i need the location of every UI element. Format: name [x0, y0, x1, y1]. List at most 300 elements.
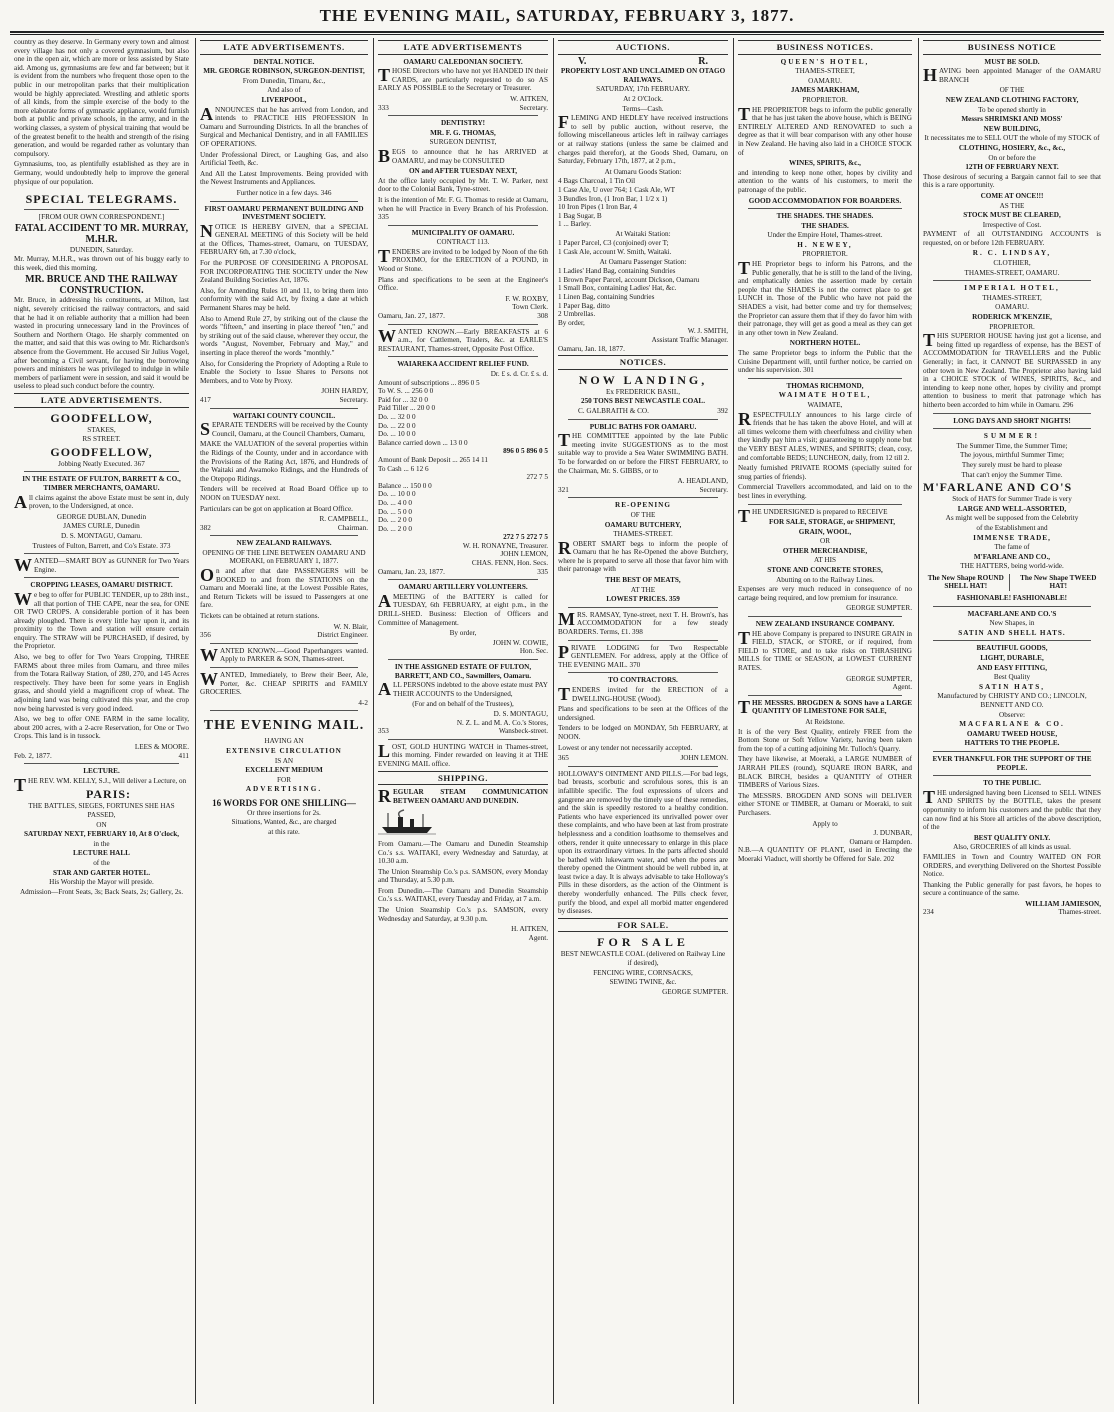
sumpter-line: AT HIS [813, 556, 837, 565]
waitaki-sign: R. CAMPBELL, [319, 515, 368, 524]
sumpter-line: STONE AND CONCRETE STORES, [767, 566, 883, 575]
divider [933, 428, 1091, 429]
lees-moore: LEES & MOORE. [134, 743, 189, 751]
brogden-place: Oamaru or Hampden. [849, 837, 912, 846]
fleming-item: 1 Small Box, containing Ladies' Hat, &c. [558, 284, 677, 293]
waitaki-sign-line [200, 524, 368, 533]
lecture-admission: Admission—Front Seats, 3s; Back Seats, 2s; Gallery, 2s. [19, 887, 184, 896]
lindsay-address: THAMES-STREET, OAMARU. [964, 268, 1060, 277]
shades-name: H. NEWEY, [797, 240, 853, 249]
contract-date: Oamaru, Jan. 27, 1877. [378, 312, 445, 321]
hatters-people: HATTERS TO THE PEOPLE. [964, 739, 1060, 748]
dental-and: And also of [267, 86, 301, 95]
evening-line: ADVERTISING. [245, 785, 323, 794]
divider [748, 616, 902, 617]
lecture-subject: THE BATTLES, SIEGES, FORTUNES SHE HAS PASSED, [28, 802, 175, 819]
fleming-item: 1 Case Ale, U over 764; 1 Cask Ale, WT [558, 185, 676, 194]
imperial-body-text: THIS SUPERIOR HOUSE having just got a license, and being fitted up regardless of expense, has the BEST of ACCOMMODATION for TRAVELLERS and the Public Generally; in fact, it CANNOT BE SURPASSED in any other town in New Zealand. The Proprietor also having laid in a CHOICE STOCK of WINES, SPIRITS, &c., and intending to keep none other, hopes by civility and prompt attention to business to merit that patronage which has hitherto been accorded to him while in Oamaru. [923, 330, 1101, 409]
waitaki-body: SEPARATE TENDERS will be received by the County Council, Oamaru, at the Council Chambers, Oamaru, [200, 419, 368, 440]
hats-line: LARGE AND WELL-ASSORTED, [957, 504, 1067, 513]
dental-body-2: Under Professional Direct, or Laughing Gas, and also Artificial Teeth, &c. [200, 150, 368, 168]
relief-line: Do. ... 32 0 0 [378, 412, 416, 421]
sale-sign: GEORGE SUMPTER. [662, 987, 728, 996]
smart-body: ROBERT SMART begs to inform the people of Oamaru that he has Re-Opened the above Butchery, where he is prepared to serve all those that favor him with their patronage with [558, 537, 728, 574]
estate-heading: IN THE ESTATE OF FULTON, BARRETT & CO., TIMBER MERCHANTS, OAMARU. [22, 475, 181, 492]
ad-number: 373 [159, 541, 171, 550]
macfarlane-heading: MACFARLANE AND CO.'S [967, 609, 1057, 618]
divider [210, 710, 358, 711]
richmond-body: RESPECTFULLY announces to his large circle of friends that he has taken the above Hotel, and will at all times welcome them with cheerfulness and civility when they kindly pay him a visit; guaranteeing to supply none but the VERY BEST ALES, WINES, and SPIRITS; clean, cosy, and comfortable BEDS; LUNCHEON, daily, from 12 till 2. [738, 408, 912, 462]
divider [388, 324, 538, 325]
goodfellow-line: RS STREET. [82, 435, 121, 444]
fleming-item: 1 Cask Ale, account W. Smith, Waitaki. [558, 248, 672, 257]
brogden-sign: J. DUNBAR, [873, 829, 912, 838]
column-3 [378, 38, 548, 1404]
building-sign: JOHN HARDY, [321, 387, 368, 396]
landing-sign: C. GALBRAITH & CO. [578, 406, 649, 415]
sale-item: FENCING WIRE, CORNSACKS, [593, 968, 693, 977]
breakfast-ad: WANTED KNOWN.—Early BREAKFASTS at 6 a.m., for Cattlemen, Traders, &c. at EARLE'S RESTAURANT, Thames-street, Opposite Post Office. [378, 325, 548, 353]
baths-sign: A. HEADLAND, [677, 477, 728, 486]
landing-coal: 250 TONS BEST NEWCASTLE COAL. [580, 397, 706, 406]
wanted-known-ad: WANTED KNOWN.—Good Paperhangers wanted. Apply to PARKER & SON, Thames-street. [200, 644, 368, 665]
round-shell-hat: The New Shape ROUND SHELL HAT! [923, 574, 1010, 591]
waimate-hotel: WAIMATE HOTEL, [778, 391, 872, 400]
brogden-apply: Apply to [812, 819, 838, 828]
thomas-body: BEGS to announce that he has ARRIVED at OAMARU, and may be CONSULTED [378, 145, 548, 166]
gymnasium-article: country as they deserve. In Germany every town and almost every village has not only a covered gymnasium, but also one in the open air, which are more or less assisted by State aid. Among us, gymnasiums are few and far between; but it is evident from the numbers who frequent those open to the public in our metropolitan parks that their multiplication would be highly appreciated. Wrestling and athletic sports of all kinds, from the simple exercise of the body to the more elaborate forms of gymnastic appliance, would furnish both at public and private schools, in the army, and in the working classes, a system of physical training that would be of the greatest benefit to the health and strength of the rising generation, and would be regarded rather as voluntary than compulsory. [14, 38, 189, 158]
divider [568, 766, 718, 767]
lecture-on: ON [96, 820, 107, 829]
now-landing: NOW LANDING, [578, 372, 708, 387]
dental-body-3: And All the Latest Improvements. Being provided with the Newest Instruments and Appliances. [200, 169, 368, 187]
hats-line: As might well be supposed from the Celebrity [945, 514, 1079, 523]
divider [24, 209, 179, 210]
ad-number: 356 [200, 631, 211, 640]
business-notices-heading: BUSINESS NOTICES. [738, 40, 912, 55]
building-sign-line [200, 396, 368, 405]
thomas-title: SURGEON DENTIST, [429, 138, 497, 147]
baths-heading: PUBLIC BATHS FOR OAMARU. [589, 422, 697, 431]
divider [748, 208, 902, 209]
auctions-heading: AUCTIONS. [558, 40, 728, 55]
dental-name: MR. GEORGE ROBINSON, SURGEON-DENTIST, [203, 67, 365, 76]
fleming-date: Oamaru, Jan. 18, 1877. [558, 344, 625, 353]
hats-manufacturer: Manufactured by CHRISTY AND CO.; LINCOLN, BENNETT AND CO. [937, 692, 1087, 709]
contract-body-2: Plans and specifications to be seen at the Engineer's Office. [378, 275, 548, 293]
ad-number: 353 [378, 727, 389, 736]
dentistry-heading: DENTISTRY! [440, 119, 486, 128]
relief-total: 896 0 5 896 0 5 [503, 447, 548, 456]
clothing-line: 12TH OF FEBRUARY NEXT. [965, 163, 1059, 172]
poem-line: That can't enjoy the Summer Time. [961, 470, 1063, 479]
clothing-factory: NEW ZEALAND CLOTHING FACTORY, [945, 95, 1079, 104]
poem-line: They surely must be hard to please [961, 460, 1063, 469]
come-at-once: COME AT ONCE!!! [980, 191, 1044, 200]
relief-fund-heading: WAIAREKA ACCIDENT RELIEF FUND. [397, 360, 529, 369]
divider [24, 577, 179, 578]
relief-sign: JOHN LEMON, [500, 550, 548, 559]
sumpter-body: THE UNDERSIGNED is prepared to RECEIVE [738, 505, 888, 526]
divider [210, 643, 358, 644]
waitaki-heading: WAITAKI COUNTY COUNCIL. [232, 411, 336, 420]
fleming-item: 2 Umbrellas. [558, 310, 596, 319]
notices-heading: NOTICES. [558, 355, 728, 370]
plant-notice [738, 846, 912, 863]
fleming-station: At Waitaki Station: [615, 229, 671, 238]
building-body-5: Also, for Considering the Propriety of Adopting a Rule to Enable the Society to Issue Shares to Persons not Members, and to Vote by Proxy. [200, 359, 368, 385]
must-be-sold: MUST BE SOLD. [984, 57, 1040, 66]
divider [568, 607, 718, 608]
gymnasium-article-end: Gymnasiums, too, as plentifully established as they are in Germany, would undoubtedly help to improve the general physique of our population. [14, 160, 189, 186]
divider [568, 672, 718, 673]
artillery-by: By order, [449, 629, 477, 638]
contract-body: TENDERS are invited to be lodged by Noon of the 6th PROXIMO, for the ERECTION of a POUND, in Wood or Stone. [378, 245, 548, 274]
ad-number: 398 [632, 628, 643, 637]
ad-number: 370 [629, 660, 641, 669]
for-sale-title: FOR SALE [597, 935, 689, 950]
caledonian-sign: W. AITKEN, [510, 94, 548, 103]
thomas-body-2: At the office lately occupied by Mr. T. W. Parker, next door to the Colonial Bank, Tyne-street. [378, 176, 548, 194]
mckenzie-name: RODERICK M'KENZIE, [972, 313, 1052, 322]
tenders-sign-line [558, 754, 728, 763]
evening-line: FOR [277, 775, 291, 784]
vr-letter: R. [698, 55, 708, 67]
relief-line: Paid Tiller ... 20 0 0 [378, 404, 436, 413]
clothing-body: HAVING been appointed Manager of the OAMARU BRANCH [923, 65, 1101, 86]
ramsay-ad [558, 608, 728, 637]
relief-line: Do. ... 22 0 0 [378, 421, 416, 430]
queens-body: THE PROPRIETOR begs to inform the public generally that he has just taken the above house, which is BEING ENTIRELY ALTERED AND RENOVATED to such a degree as that it will bear comparison with any other house in New Zealand. He having also laid in a CHOICE STOCK of [738, 103, 912, 157]
families-body: FAMILIES in Town and Country WAITED ON FOR ORDERS, and everything Delivered on the Shortest Possible Notice. [923, 852, 1101, 879]
ad-number: 202 [883, 854, 895, 863]
steamship-icon [378, 809, 436, 835]
waimate-town: WAIMATE, [807, 400, 843, 409]
sumpter-line: GRAIN, WOOL, [798, 527, 852, 536]
divider [388, 225, 538, 226]
sumpter-expenses: Expenses are very much reduced in consequence of no cartage being required, and low premium for insurance. [738, 585, 912, 602]
clothing-line: Irrespective of Cost. [982, 220, 1042, 229]
smart-lowest [558, 595, 728, 604]
lecture-in: in the [93, 839, 110, 848]
column-6 [923, 38, 1101, 1404]
queens-town: OAMARU. [808, 76, 842, 85]
sumpter-line: OTHER MERCHANDISE, [782, 546, 868, 555]
ad-number: 365 [558, 754, 569, 763]
brogden-body: THE MESSRS. BROGDEN & SONS have a LARGE QUANTITY OF LIMESTONE FOR SALE, [738, 696, 912, 717]
assigned-estate-heading: IN THE ASSIGNED ESTATE OF FULTON, BARRETT, AND CO., Sawmillers, Oamaru. [394, 663, 532, 680]
queens-street: THAMES-STREET, [795, 67, 855, 76]
for-sale-heading: FOR SALE. [558, 918, 728, 933]
tenders-body-2: Plans and specifications to be seen at the Offices of the undersigned. [558, 705, 728, 722]
artillery-body: AMEETING of the BATTERY is called for TUESDAY, 6th FEBRUARY, at eight p.m., in the DRILL-SHED. Business: Election of Officers and Committee of Management. [378, 590, 548, 627]
hats-line: Stock of HATS for Summer Trade is very [952, 495, 1072, 504]
lecture-of: of the [93, 858, 110, 867]
building-body-4: Also to Amend Rule 27, by striking out of the clause the words "fifteen," and inserting in place thereof "ten," and by striking out of the said clause, wherever they occur, the words "August, November, February and May," and inserting in place thereof the words "monthly." [200, 314, 368, 357]
nz-insurance-heading: NEW ZEALAND INSURANCE COMPANY. [755, 620, 895, 629]
late-advertisements-heading: LATE ADVERTISEMENTS. [200, 40, 368, 55]
building-body-3: Also, for Amending Rules 10 and 11, to bring them into conformity with the said Act, by fixing a date at which Permanent Shares may be held. [200, 286, 368, 313]
northern-hotel: NORTHERN HOTEL. [789, 339, 861, 348]
lecture-paris: PARIS: [85, 787, 132, 802]
nz-insurance-agent: Agent. [892, 683, 912, 692]
brogden-body-3: They have likewise, at Moeraki, a LARGE NUMBER of JARRAH PILES (round), SQUARE IRON BARK, and BLACK BIRCH, besides a QUANTITY of OTHER TIMBERS of Various Sizes. [738, 755, 912, 790]
contract-heading: CONTRACT 113. [436, 238, 490, 247]
column-1 [14, 38, 189, 1404]
hats-line: of the Establishment and [976, 523, 1048, 532]
divider [568, 497, 718, 498]
ad-number: 392 [717, 406, 728, 415]
waitaki-body-3: Tenders will be received at Road Board Office up to NOON on TUESDAY next. [200, 485, 368, 502]
private-lodging-text: PRIVATE LODGING for Two Respectable GENTLEMEN. For address, apply at the Office of THE EVENING MAIL. [558, 641, 728, 669]
relief-line: Balance ... 150 0 0 [378, 481, 432, 490]
fleming-item: 4 Bags Charcoal, 1 Tin Oil [558, 177, 636, 186]
assigned-sign: D. S. MONTAGU, [493, 709, 548, 718]
landing-ex: Ex FREDERICK BASIL, [605, 387, 681, 396]
groceries-line: Also, GROCERIES of all kinds as usual. [953, 843, 1071, 852]
brogden-body-2: It is of the very Best Quality, entirely FREE from the Bottom Stone or Soft Yellow Variety, having been taken from the top of a cutting adjoining Mr. Tulloch's Quarry. [738, 727, 912, 753]
mckenzie-prop: PROPRIETOR. [989, 322, 1035, 331]
dental-from: From Dunedin, Timaru, &c., [242, 76, 326, 85]
tenders-body-3: Tenders to be lodged on MONDAY, 5th FEBRUARY, at NOON. [558, 724, 728, 741]
hats-line: M'FARLANE AND CO., [973, 552, 1051, 561]
jamieson-street: Thames-street. [1058, 908, 1101, 917]
fleming-item: 1 Paper Bag, ditto [558, 301, 610, 310]
artillery-heading: OAMARU ARTILLERY VOLUNTEERS. [398, 583, 528, 592]
divider [24, 553, 179, 554]
lost-property-heading: PROPERTY LOST AND UNCLAIMED ON OTAGO RAILWAYS. [560, 67, 726, 84]
satin-shell-hats: SATIN AND SHELL HATS. [958, 628, 1066, 637]
lost-watch-ad: LOST, GOLD HUNTING WATCH in Thames-street, this morning. Finder rewarded on leaving it at THE EVENING MAIL office. [378, 740, 548, 768]
special-telegrams-heading: SPECIAL TELEGRAMS. [25, 192, 178, 207]
artillery-sign: JOHN W. COWIE, [492, 638, 548, 647]
caledonian-body: THOSE Directors who have not yet HANDED IN their CARDS, are particularly requested to do so AS EARLY AS POSSIBLE to the Secretary or Treasurer. [378, 65, 548, 93]
relief-date-line [378, 568, 548, 577]
contract-sign: F. W. ROXBY, [505, 294, 548, 303]
fashionable: FASHIONABLE! FASHIONABLE! [956, 594, 1068, 603]
smart-at: AT THE [630, 585, 656, 594]
baths-sign-line [558, 486, 728, 495]
nz-insurance-sign: GEORGE SUMPTER, [846, 674, 912, 683]
evening-line: Or three insertions for 2s. [247, 808, 321, 817]
relief-line: Paid for ... 32 0 0 [378, 395, 428, 404]
nz-insurance-body: THE above Company is prepared to INSURE GRAIN in FIELD, STACK, or STORE, or if required, from FIELD to STORE, and to take risks on THRASHING MILLS for TIME or SEASON, at LOWEST CURRENT RATES. [738, 627, 912, 672]
relief-line: Do. ... 5 0 0 [378, 507, 412, 516]
railways-body-2: On and after that date PASSENGERS will be BOOKED to and from the STATIONS on the Oamaru and Moeraki line, at the Lowest Possible Rates, and Return Tickets will be issued to Passengers at one fare. [200, 565, 368, 610]
relief-sign: CHAS. FENN, Hon. Secs. [471, 559, 548, 568]
fleming-item: 10 Iron Pipes (1 Iron Bar, 4 [558, 203, 637, 212]
goodfellow-tagline [14, 460, 189, 469]
queens-wines: WINES, SPIRITS, &c., [789, 159, 861, 168]
butchery-name: OAMARU BUTCHERY, [604, 520, 682, 529]
railways-sign: W. N. Blair, [333, 622, 368, 631]
tweed-house: OAMARU TWEED HOUSE, [966, 729, 1058, 738]
ad-number: 301 [803, 366, 814, 375]
bruce-heading: MR. BRUCE AND THE RAILWAY CONSTRUCTION. [25, 274, 178, 297]
sumpter-line: FOR SALE, STORAGE, or SHIPMENT, [769, 518, 896, 527]
divider [24, 471, 179, 472]
caledonian-sign-line [378, 104, 548, 113]
divider [388, 115, 538, 116]
railways-body-3: Tickets can be obtained at return stations. [200, 612, 320, 621]
waitaki-body-4: Particulars can be got on application at Board Office. [200, 504, 353, 513]
relief-line: Do. ... 10 0 0 [378, 430, 416, 439]
relief-deposit: Amount of Bank Deposit ... 265 14 11 [378, 455, 488, 464]
evening-rate: 16 WORDS FOR ONE SHILLING— [212, 797, 356, 808]
divider [568, 640, 718, 641]
poem-line: The joyous, mirthful Summer Time; [959, 451, 1065, 460]
dateline: DUNEDIN, Saturday. [69, 245, 134, 254]
dental-further [200, 189, 368, 198]
divider [933, 606, 1091, 607]
relief-line: Do. ... 2 0 0 [378, 524, 412, 533]
shipping-line: The Union Steamship Co.'s p.s. SAMSON, every Monday and Thursday, at 5.30 p.m. [378, 867, 548, 885]
fleming-item: 1 Brown Paper Parcel, account Dickson, Oamaru [558, 275, 700, 284]
evening-line: EXTENSIVE CIRCULATION [226, 746, 342, 755]
richmond-rooms: Neatly furnished PRIVATE ROOMS (specially suited for snug parties of friends). [738, 464, 912, 481]
plant-notice-text: N.B.—A QUANTITY OF PLANT, used in Erecting the Moeraki Viaduct, will shortly be Offered for Sale. [738, 846, 912, 863]
sumpter-line: OR [820, 537, 830, 546]
shades-under: Under the Empire Hotel, Thames-street. [767, 231, 883, 240]
goodfellow-tagline-text: Jobbing Neatly Executed. [58, 459, 133, 468]
divider [24, 763, 179, 764]
railways-sign-line [200, 631, 368, 640]
fleming-title: Assistant Traffic Manager. [651, 336, 728, 344]
ad-number: 335 [537, 567, 548, 576]
fleming-body: FLEMING AND HEDLEY have received instructions to sell by public auction, without reserve, the following miscellaneous articles left in railway carriages or at railway stations (unless the same be claimed and charges paid therefor), at the Goods Shed, Oamaru, on Saturday, February 17th, 1877, at 2 p.m., [558, 112, 728, 166]
divider [568, 419, 718, 420]
ad-number: 382 [200, 523, 211, 532]
queens-body-2: and intending to keep none other, hopes by civility and attention to the wants of his customers, to merit the patronage of the public. [738, 168, 912, 194]
hats-line: IMMENSE TRADE, [973, 533, 1051, 542]
divider [388, 356, 538, 357]
ad-number: 346 [320, 188, 332, 197]
poem-line: The Summer Time, the Summer Time; [956, 441, 1068, 450]
fleming-by: By order, [558, 318, 585, 327]
ad-number: 4-2 [358, 698, 368, 707]
wanted-ad: WANTED, Immediately, to Brew their Beer, Ale, Porter, &c. CHEAP SPIRITS and FAMILY GROCERIES. [200, 669, 368, 697]
lees-date-line [14, 752, 189, 761]
baths-body: THE COMMITTEE appointed by the late Public meeting invite SUGGESTIONS as to the most suitable way to provide a Sea Water SWIMMING BATH. To be forwarded on or before the FIRST FEBRUARY, to the Chairman, Mr. S. GIBBS, or to [558, 430, 728, 475]
imperial-town: OAMARU. [995, 303, 1029, 312]
evening-line: EXCELLENT MEDIUM [245, 766, 323, 775]
lecture-body: THE REV. WM. KELLY, S.J., Will deliver a Lecture, on [14, 774, 187, 795]
reopening-of: OF THE [630, 510, 656, 519]
relief-line: Do. ... 2 0 0 [378, 516, 412, 525]
tenders-body-4: Lowest or any tender not necessarily accepted. [558, 743, 693, 752]
hats-line: LIGHT, DURABLE, [980, 654, 1044, 663]
thomas-name: MR. F. G. THOMAS, [430, 128, 496, 137]
relief-sign: W. H. RONAYNE, Treasurer. [462, 541, 548, 550]
relief-line: To W. S. ... 256 0 0 [378, 387, 434, 396]
queens-prop: PROPRIETOR. [802, 95, 848, 104]
auction-terms: Terms—Cash. [622, 104, 664, 113]
vr-letter: V. [578, 55, 587, 67]
relief-line: Do. ... 4 0 0 [378, 498, 412, 507]
richmond-name: THOMAS RICHMOND, [786, 381, 864, 390]
relief-line: To Cash ... 6 12 6 [378, 464, 429, 473]
relief-total: 272 7 5 272 7 5 [503, 533, 548, 542]
northern-body-text: The same Proprietor begs to inform the Public that the Cuisine Department will, until further notice, be carried on under his supervision. [738, 349, 912, 375]
vr-line [558, 55, 728, 67]
clothing-line: Messrs SHRIMSKI AND MOSS' [961, 115, 1063, 124]
waitaki-body-2: MAKE the VALUATION of the several properties within the Ridings of the County, under and in accordance with the Provisions of the Rating Act, 1876, and Hundreds of the Waitaki and Awamoko Ridings, and the Hundreds of the Otepopo Ridings. [200, 440, 368, 483]
wanted-boy-ad: WANTED—SMART BOY as GUNNER for Two Years Engine. [14, 555, 189, 576]
cropping-body-3: Also, we beg to offer ONE FARM in the same locality, about 200 acres, with a 2-acre Reservation, for One or Two Crops. This land is in tussock. [14, 715, 189, 741]
dental-further-text: Further notice in a few days. [236, 188, 319, 197]
column-rule [733, 38, 734, 1404]
fleming-item: 1 Bag Sugar, B [558, 211, 602, 220]
evening-mail-heading: THE EVENING MAIL. [203, 718, 365, 734]
best-quality-only: BEST QUALITY ONLY. [973, 833, 1051, 842]
fleming-sign: W. J. SMITH, [687, 327, 728, 336]
clothing-line: OF THE [999, 86, 1025, 95]
clothing-line: CLOTHING, HOSIERY, &c., &c., [958, 143, 1066, 152]
divider [933, 640, 1091, 641]
goodfellow-name: GOODFELLOW, [50, 410, 153, 425]
artillery-sec: Hon. Sec. [519, 647, 548, 656]
fleming-item: 3 Bundles Iron, (1 Iron Bar, 1 1/2 x 1) [558, 194, 668, 203]
regular-steam-heading: REGULAR STEAM COMMUNICATION BETWEEN OAMARU AND DUNEDIN. [378, 786, 548, 807]
column-rule [195, 38, 196, 1404]
imperial-body [923, 332, 1101, 409]
shipping-sign: H. AITKEN, [511, 925, 548, 934]
satin-hats: SATIN HATS, [978, 682, 1046, 691]
ever-thankful: EVER THANKFUL FOR THE SUPPORT OF THE PEOPLE. [932, 754, 1092, 772]
shipping-line: The Union Steamship Co.'s p.s. SAMSON, every Wednesday and Saturday, at 9.30 p.m. [378, 906, 548, 923]
ad-number: 335 [378, 213, 389, 222]
clothing-payment: PAYMENT of all OUTSTANDING ACCOUNTS is requested, on or before 12th FEBRUARY. [923, 230, 1101, 247]
lees-date: Feb. 2, 1877. [14, 751, 52, 760]
shipping-agent: Agent. [528, 933, 548, 942]
imperial-hotel: IMPERIAL HOTEL, [964, 284, 1060, 293]
hats-line: Observe: [999, 710, 1025, 719]
ad-number: 296 [1062, 400, 1074, 409]
relief-date: Oamaru, Jan. 23, 1877. [378, 567, 445, 576]
stock-cleared: STOCK MUST BE CLEARED, [963, 211, 1061, 220]
relief-line: 272 7 5 [526, 473, 548, 482]
tenders-sign: JOHN LEMON. [680, 754, 728, 763]
clothing-line: To be opened shortly in [978, 105, 1046, 114]
dental-body: ANNOUNCES that he has arrived from London, and intends to PRACTICE HIS PROFESSION In Oamaru and Surrounding Districts. In all the branches of Surgical and Mechanical Dentistry, and in all FAMILIES OF OPERATIONS. [200, 103, 368, 148]
bruce-body: Mr. Bruce, in addressing his constituents, at Milton, last night, severely criticised the railway contractors, and said that he had it on reliable authority that a million had been wasted in procuring unnecessary land in the Provinces of Southern and Northern Otago. He sharply commented on the matter, and said that this was owing to Mr. Richardson's absence from the Government. He accused Sir Julius Vogel, after becoming a Civil servant, for having the borrowing powers and ministers he was privileged to indulge in while members of parliament were in session, and said it would be useless to plead such conduct before the country. [14, 296, 189, 391]
masthead: THE EVENING MAIL, SATURDAY, FEBRUARY 3, 1877. [319, 6, 795, 25]
divider [210, 408, 358, 409]
reopening-heading: RE-OPENING [615, 501, 671, 510]
shades-heading-2: THE SHADES. [801, 221, 849, 230]
queens-name: JAMES MARKHAM, [790, 86, 860, 95]
jamieson-name: WILLIAM JAMIESON, [1025, 899, 1101, 908]
column-5 [738, 38, 912, 1404]
goodfellow-name: GOODFELLOW, [50, 444, 153, 459]
sumpter-line: Abutting on to the Railway Lines. [776, 575, 874, 584]
estate-name: GEORGE DUBLAN, Dunedin [56, 512, 147, 521]
contractors-heading: TO CONTRACTORS. [608, 676, 678, 685]
fatal-accident-body: Mr. Murray, M.H.R., was thrown out of his buggy early to this week, died this morning. [14, 255, 189, 272]
column-2 [200, 38, 368, 1404]
railways-manager: District Engineer. [317, 631, 368, 640]
new-shapes-row [923, 573, 1101, 592]
ad-number: 359 [669, 595, 680, 604]
jamieson-sign-line [923, 908, 1101, 917]
thomas-body-3 [378, 196, 548, 222]
building-body: NOTICE IS HEREBY GIVEN, that a SPECIAL GENERAL MEETING of this Society will be held at the Offices, Thames-street, Oamaru, on TUESDAY, FEBRUARY 6th, at 7.30 o'clock, [200, 220, 368, 257]
hats-line: AND EASY FITTING, [976, 663, 1048, 672]
sumpter-sign: GEORGE SUMPTER. [846, 604, 912, 613]
divider [933, 775, 1091, 776]
divider [748, 504, 902, 505]
building-body-2: For the PURPOSE OF CONSIDERING A PROPOSAL FOR INCORPORATING THE SOCIETY under the New Zealand Building Societies Act, 1876. [200, 259, 368, 285]
